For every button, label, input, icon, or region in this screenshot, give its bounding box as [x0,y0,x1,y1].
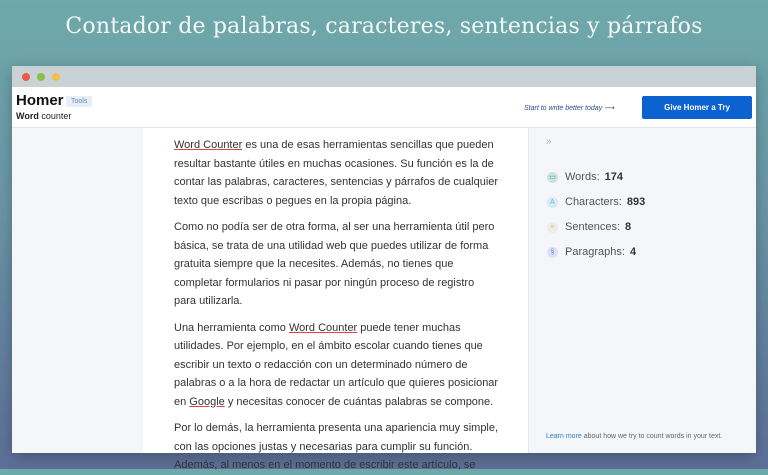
text-line: completar formularios ni pasar por ningún proceso de registro [174,276,475,289]
subtitle [16,111,71,121]
letter-a-icon: A [547,197,558,208]
subtitle-bold: Word [16,111,39,121]
paragraph-icon: § [547,247,558,258]
editor-paragraph [174,136,528,210]
text-line: Además, al menos en el momento de escribir este artículo, se [174,459,476,471]
editor-paragraph [174,319,528,412]
text-line: en Google y necesitas conocer de cuántas palabras se compone. [174,395,494,408]
learn-more-note [546,433,722,440]
text-line: Como no podía ser de otra forma, al ser una herramienta útil pero [174,221,495,233]
editor-paragraph [174,419,528,475]
tools-badge[interactable]: Tools [66,96,92,107]
text-line: palabras o a la hora de redactar un artículo que quieres posicionar [174,377,499,389]
left-gutter [12,128,143,453]
stat-value: 893 [626,196,646,208]
close-window-button[interactable] [22,73,30,81]
collapse-sidebar-icon[interactable]: » [546,136,552,147]
stat-value: 4 [629,246,637,258]
homer-logo[interactable]: Homer [16,92,64,109]
learn-more-text: about how we try to count words in your text. [581,433,723,440]
text-line: contar las palabras, caracteres, sentencias y párrafos de cualquier [174,176,499,188]
learn-more-link[interactable]: Learn more [546,433,582,440]
text-line: Una herramienta como Word Counter puede tener muchas [174,321,461,334]
text-line: Word Counter es una de esas herramientas sencillas que pueden [174,139,494,151]
stat-label: Sentences: [565,221,621,233]
stat-paragraphs [547,246,636,258]
app-header [12,87,756,128]
stat-characters [547,196,645,208]
text-line: básica, se trata de una utilidad web que puedes utilizar de forma [174,239,489,252]
app-window [12,66,756,471]
text-editor[interactable] [143,128,528,471]
text-line: gratuita siempre que la necesites. Además, no tienes que [174,258,454,270]
stat-label: Paragraphs: [565,246,625,258]
page-title: Contador de palabras, caracteres, sentencias y párrafos [65,14,703,39]
minimize-window-button[interactable] [52,73,60,81]
title-bar [12,66,756,87]
cta-text: Start to write better today ⟶ [524,105,615,112]
stat-value: 174 [604,171,623,183]
stat-label: Characters: [565,196,622,208]
text-line: texto que escribas o pegues en la propia página. [174,194,412,207]
text-line: escribir un texto o redacción con un determinado número de [174,358,468,371]
text-line: para utilizarla. [174,295,243,307]
maximize-window-button[interactable] [37,73,45,81]
lines-icon: ≡ [547,222,558,233]
stat-value: 8 [625,221,632,233]
editor-paragraph [174,218,528,311]
text-line: utilidades. Por ejemplo, en el ámbito escolar cuando tienes que [174,340,483,352]
stat-label: Words: [565,171,600,183]
text-line: con las opciones justas y necesarias para cumplir su función. [174,440,473,453]
stat-words [547,171,623,183]
give-homer-a-try-button[interactable]: Give Homer a Try [642,96,752,119]
chat-icon: ▭ [547,172,558,183]
stat-sentences [547,221,631,233]
subtitle-rest: counter [38,111,72,121]
text-line: resultar bastante útiles en muchas ocasiones. Su función es la de [174,157,494,170]
text-line: Por lo demás, la herramienta presenta una apariencia muy simple, [174,422,499,434]
stats-sidebar [528,128,756,453]
